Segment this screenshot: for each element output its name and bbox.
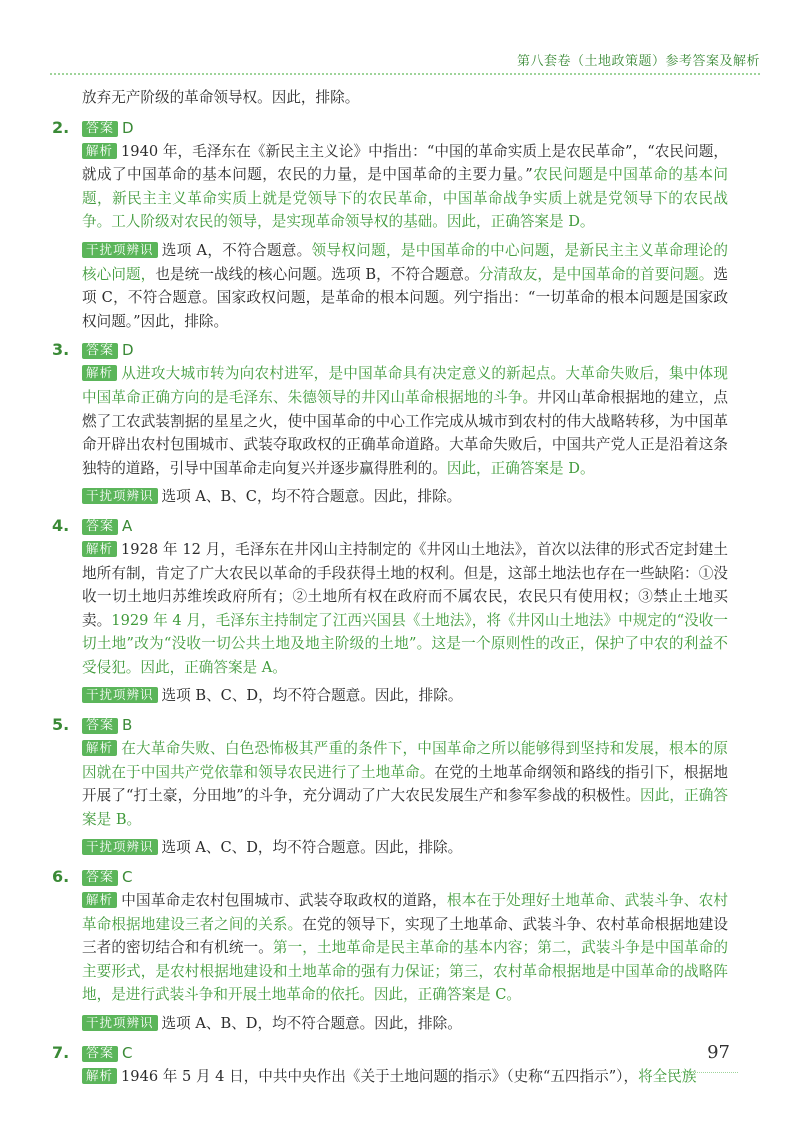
- analysis-tag: 解析: [82, 1068, 117, 1084]
- highlighted-text: 将全民族: [638, 1067, 697, 1085]
- analysis-paragraph: [82, 889, 728, 1007]
- answer-tag: 答案: [82, 121, 118, 137]
- answer-letter: B: [122, 716, 133, 735]
- body-text: 选项 A、B、C，均不符合题意。因此，排除。: [161, 488, 462, 506]
- highlighted-text: 在大革命失败、白色恐怖极其严重的条件下，中国革命之所以能够得到坚持和发展，根本的原因就在于中国共产党依靠和领导农民进行了土地革命。: [82, 740, 728, 781]
- question-item: [52, 116, 728, 334]
- question-item: [52, 1041, 728, 1089]
- header-title: 第八套卷（土地政策题）参考答案及解析: [516, 54, 760, 69]
- body-text: 选项 A，不符合题意。: [161, 241, 312, 259]
- answer-tag: 答案: [82, 519, 118, 535]
- analysis-tag: 解析: [82, 541, 117, 557]
- answer-line: [82, 116, 728, 140]
- header-divider: [50, 73, 760, 75]
- question-item: [52, 865, 728, 1036]
- highlighted-text: 农民问题是中国革命的基本问题，新民主主义革命实质上就是党领导下的农民革命，中国革命战争实质上就是党领导下的农民战争。工人阶级对农民的领导，是实现革命领导权的基础。因此，正确答案是 D。: [82, 166, 728, 231]
- answer-line: [82, 1041, 728, 1065]
- body-text: 选项 C，不符合题意。国家政权问题，是革命的根本问题。列宁指出：“一切革命的根本问题是国家政权问题。”因此，排除。: [82, 265, 728, 330]
- highlighted-text: 第一，土地革命是民主革命的基本内容；第二，武装斗争是中国革命的主要形式，是农村根据地建设和土地革命的强有力保证；第三，农村革命根据地是中国革命的战略阵地，是进行武装斗争和开展土地革命的依托。因此，正确答案是 C。: [82, 939, 728, 1004]
- question-number: 6.: [52, 867, 70, 887]
- analysis-paragraph: [82, 1065, 728, 1089]
- highlighted-text: 根本在于处理好土地革命、武装斗争、农村革命根据地建设三者之间的关系。: [82, 892, 728, 933]
- answer-tag: 答案: [82, 1046, 118, 1062]
- body-text: 井冈山革命根据地的建立，点燃了工农武装割据的星星之火，使中国革命的中心工作完成从城市到农村的伟大战略转移，为中国革命开辟出农村包围城市、武装夺取政权的正确革命道路。大革命失败后，中国共产党人正是沿着这条独特的道路，引导中国革命走向复兴并逐步赢得胜利的。: [82, 388, 728, 477]
- body-text: 选项 B、C、D，均不符合题意。因此，排除。: [161, 687, 463, 705]
- body-text: 1946 年 5 月 4 日，中共中央作出《关于土地问题的指示》（史称“五四指示”），: [121, 1067, 639, 1085]
- answer-letter: A: [122, 516, 133, 535]
- analysis-paragraph: [82, 737, 728, 831]
- distractor-tag: 干扰项辨识: [82, 839, 158, 855]
- question-item: [52, 713, 728, 860]
- highlighted-text: 1929 年 4 月，毛泽东主持制定了江西兴国县《土地法》，将《井冈山土地法》中规定的“没收一切土地”改为“没收一切公共土地及地主阶级的土地”。这是一个原则性的改正，保护了中农的利益不受侵犯。因此，正确答案是 A。: [82, 611, 728, 676]
- body-text: 1928 年 12 月，毛泽东在井冈山主持制定的《井冈山土地法》，首次以法律的形式否定封建土地所有制，肯定了广大农民以革命的手段获得土地的权利。但是，这部土地法也存在一些缺陷：①没收一切土地归苏维埃政府所有；②土地所有权在政府而不属农民，农民只有使用权；③禁止土地买卖。: [82, 540, 728, 629]
- answer-tag: 答案: [82, 870, 118, 886]
- distractor-paragraph: [82, 485, 728, 509]
- body-text: 在党的土地革命纲领和路线的指引下，根据地开展了“打土豪，分田地”的斗争，充分调动了广大农民发展生产和参军参战的积极性。: [82, 763, 728, 805]
- highlighted-text: 领导权问题，是中国革命的中心问题，是新民主主义革命理论的核心问题，: [82, 241, 728, 283]
- body-text: 在党的领导下，实现了土地革命、武装斗争、农村革命根据地建设三者的密切结合和有机统一。: [82, 915, 728, 957]
- page-number: 97: [707, 1042, 730, 1063]
- answer-line: [82, 713, 728, 737]
- page-number-divider: [668, 1072, 738, 1073]
- analysis-paragraph: [82, 140, 728, 234]
- question-number: 4.: [52, 515, 70, 535]
- question-item: [52, 514, 728, 708]
- answer-line: [82, 338, 728, 362]
- analysis-tag: 解析: [82, 740, 117, 756]
- analysis-tag: 解析: [82, 365, 117, 381]
- body-text: 选项 A、B、D，均不符合题意。因此，排除。: [161, 1015, 462, 1032]
- answer-tag: 答案: [82, 343, 118, 359]
- highlighted-text: 因此，正确答案是 B。: [82, 787, 728, 828]
- distractor-tag: 干扰项辨识: [82, 488, 158, 504]
- distractor-tag: 干扰项辨识: [82, 687, 158, 703]
- question-number: 7.: [52, 1042, 70, 1062]
- analysis-paragraph: [82, 538, 728, 680]
- body-text: 选项 A、C、D，均不符合题意。因此，排除。: [161, 839, 463, 857]
- answer-items: [52, 116, 728, 1089]
- analysis-paragraph: [82, 362, 728, 480]
- question-number: 3.: [52, 340, 70, 360]
- answer-letter: D: [122, 118, 134, 137]
- page-header: [0, 0, 800, 80]
- body-text: 1940 年，毛泽东在《新民主主义论》中指出：“中国的革命实质上是农民革命”，“农民问题，就成了中国革命的基本问题，农民的力量，是中国革命的主要力量。”: [82, 142, 728, 184]
- question-number: 5.: [52, 715, 70, 735]
- distractor-paragraph: [82, 684, 728, 708]
- distractor-tag: 干扰项辨识: [82, 242, 158, 258]
- continuation-text: 放弃无产阶级的革命领导权。因此，排除。: [82, 89, 360, 106]
- highlighted-text: 分清敌友，是中国革命的首要问题。: [478, 265, 714, 283]
- highlighted-text: 从进攻大城市转为向农村进军，是中国革命具有决定意义的新起点。大革命失败后，集中体现中国革命正确方向的是毛泽东、朱德领导的井冈山革命根据地的斗争。: [82, 365, 728, 406]
- analysis-tag: 解析: [82, 143, 117, 159]
- distractor-tag: 干扰项辨识: [82, 1015, 158, 1031]
- answer-letter: C: [122, 868, 133, 887]
- distractor-paragraph: [82, 836, 728, 860]
- body-text: 中国革命走农村包围城市、武装夺取政权的道路，: [121, 892, 447, 910]
- analysis-tag: 解析: [82, 892, 117, 908]
- answer-letter: C: [122, 1043, 133, 1062]
- distractor-paragraph: [82, 239, 728, 333]
- question-number: 2.: [52, 117, 70, 137]
- answer-tag: 答案: [82, 718, 118, 734]
- distractor-paragraph: [82, 1012, 728, 1036]
- answer-content: [52, 86, 728, 1093]
- answer-letter: D: [122, 341, 134, 360]
- answer-line: [82, 865, 728, 889]
- body-text: 也是统一战线的核心问题。选项 B，不符合题意。: [155, 265, 479, 283]
- answer-line: [82, 514, 728, 538]
- highlighted-text: 因此，正确答案是 D。: [446, 459, 595, 477]
- question-item: [52, 338, 728, 509]
